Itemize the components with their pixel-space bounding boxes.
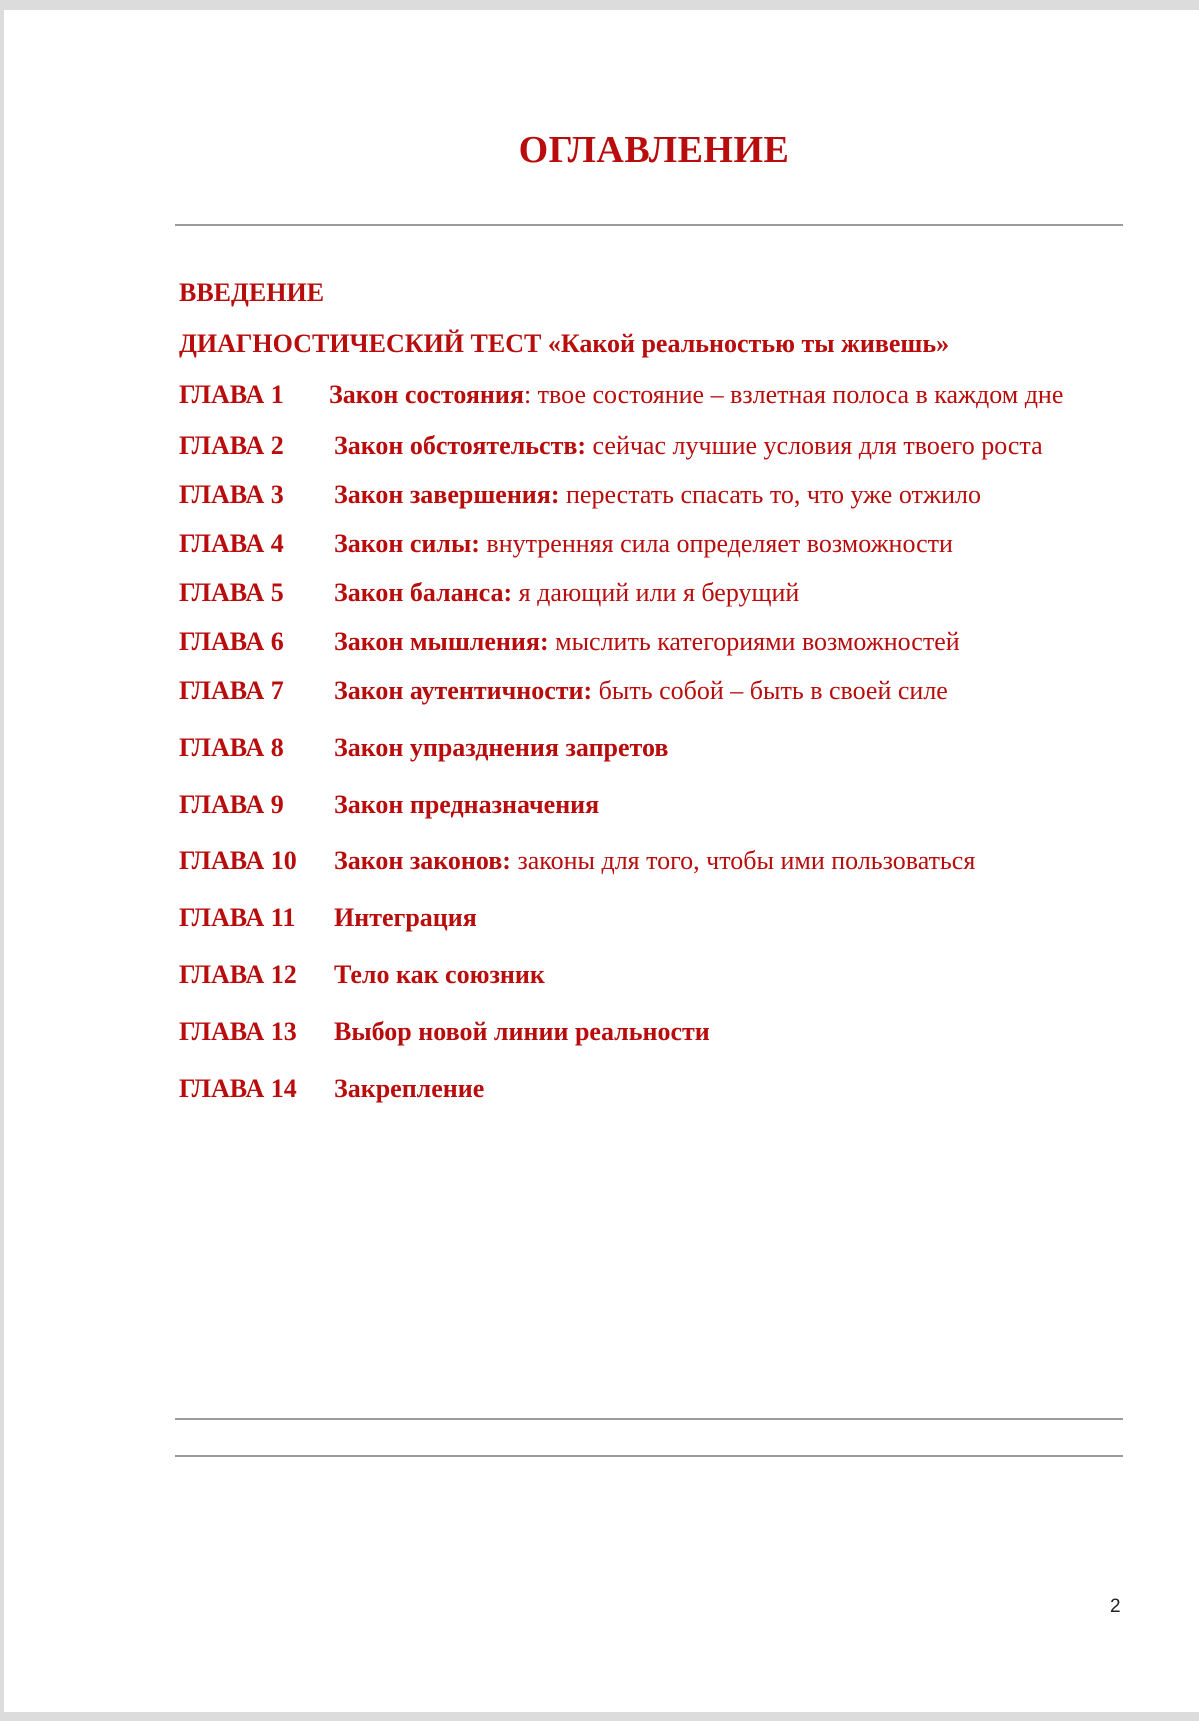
chapter-title	[334, 960, 545, 990]
page-number: 2	[1110, 1596, 1121, 1617]
chapter-title	[334, 1017, 710, 1047]
chapter-law: Закон мышления:	[334, 627, 549, 656]
chapter-title	[329, 380, 1063, 410]
chapter-title	[334, 1074, 484, 1104]
chapter-law: Закон законов:	[334, 846, 511, 875]
chapter-number: ГЛАВА 10	[179, 846, 297, 875]
chapter-title	[334, 627, 960, 657]
chapter-law: Тело как союзник	[334, 960, 545, 989]
chapter-title	[334, 903, 477, 933]
chapter-law: Закон аутентичности:	[334, 676, 593, 705]
chapter-number: ГЛАВА 3	[179, 480, 284, 509]
chapter-title	[334, 733, 668, 763]
page-title: ОГЛАВЛЕНИЕ	[518, 129, 790, 171]
chapter-number: ГЛАВА 5	[179, 578, 284, 607]
chapter-description: быть собой – быть в своей силе	[592, 676, 948, 705]
toc-entry-diagnostic	[179, 329, 949, 359]
footer-divider-upper	[175, 1418, 1123, 1420]
chapter-description: : твое состояние – взлетная полоса в каждом дне	[523, 380, 1064, 409]
top-divider	[175, 224, 1123, 226]
chapter-number: ГЛАВА 7	[179, 676, 284, 705]
chapter-description: сейчас лучшие условия для твоего роста	[586, 431, 1043, 460]
chapter-law: Закон завершения:	[334, 480, 560, 509]
chapter-number: ГЛАВА 13	[179, 1017, 297, 1046]
chapter-title	[334, 529, 953, 559]
chapter-number: ГЛАВА 14	[179, 1074, 297, 1103]
chapter-law: Закон силы:	[334, 529, 480, 558]
chapter-description: мыслить категориями возможностей	[548, 627, 960, 656]
chapter-law: Интеграция	[334, 903, 477, 932]
chapter-number: ГЛАВА 11	[179, 903, 296, 932]
chapter-law: Закон упразднения запретов	[334, 733, 669, 762]
chapter-number: ГЛАВА 4	[179, 529, 284, 558]
chapter-description: законы для того, чтобы ими пользоваться	[510, 846, 976, 875]
chapter-law: Закон состояния	[329, 380, 524, 409]
diagnostic-name: «Какой реальностью ты живешь»	[547, 329, 950, 358]
chapter-title	[334, 480, 981, 510]
diagnostic-label: ДИАГНОСТИЧЕСКИЙ ТЕСТ	[179, 329, 542, 358]
footer-divider-lower	[175, 1455, 1123, 1457]
chapter-title	[334, 431, 1043, 461]
chapter-description: перестать спасать то, что уже отжило	[559, 480, 982, 509]
chapter-title	[334, 846, 975, 876]
chapter-number: ГЛАВА 6	[179, 627, 284, 656]
chapter-law: Закон обстоятельств:	[334, 431, 587, 460]
chapter-number: ГЛАВА 8	[179, 733, 284, 762]
chapter-number: ГЛАВА 1	[179, 380, 284, 409]
chapter-law: Закон предназначения	[334, 790, 600, 819]
chapter-law: Выбор новой линии реальности	[334, 1017, 710, 1046]
chapter-title	[334, 676, 948, 706]
chapter-law: Закрепление	[334, 1074, 485, 1103]
chapter-number: ГЛАВА 12	[179, 960, 297, 989]
chapter-number: ГЛАВА 2	[179, 431, 284, 460]
chapter-description: внутренняя сила определяет возможности	[479, 529, 953, 558]
chapter-law: Закон баланса:	[334, 578, 513, 607]
chapter-description: я дающий или я берущий	[512, 578, 800, 607]
chapter-number: ГЛАВА 9	[179, 790, 284, 819]
intro-label: ВВЕДЕНИЕ	[179, 278, 325, 307]
document-page	[4, 10, 1199, 1712]
chapter-title	[334, 578, 799, 608]
chapter-title	[334, 790, 599, 820]
toc-entry-intro	[179, 278, 324, 308]
